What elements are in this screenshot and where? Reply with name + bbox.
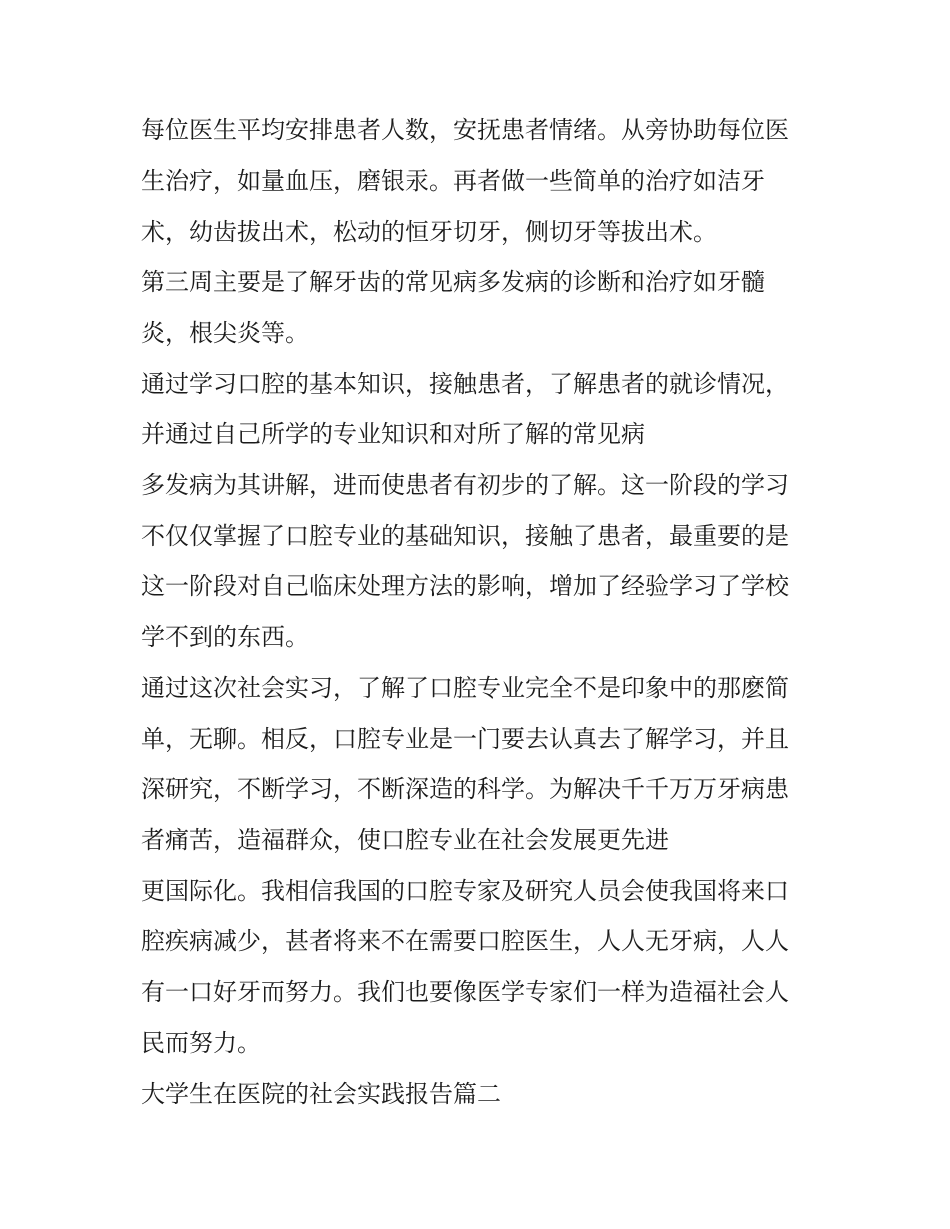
text-line: 腔疾病减少，甚者将来不在需要口腔医生，人人无牙病，人人 [141,927,789,955]
text-line: 多发病为其讲解，进而使患者有初步的了解。这一阶段的学习 [141,471,789,499]
text-line: 深研究，不断学习，不断深造的科学。为解决千千万万牙病患 [141,775,789,803]
text-line: 单，无聊。相反，口腔专业是一门要去认真去了解学习，并且 [141,725,789,753]
text-line: 更国际化。我相信我国的口腔专家及研究人员会使我国将来口 [141,877,789,905]
text-line: 不仅仅掌握了口腔专业的基础知识，接触了患者，最重要的是 [141,522,789,550]
text-line: 第三周主要是了解牙齿的常见病多发病的诊断和治疗如牙髓 [141,268,765,296]
text-line: 每位医生平均安排患者人数，安抚患者情绪。从旁协助每位医 [141,116,789,144]
text-line: 生治疗，如量血压，磨银汞。再者做一些简单的治疗如洁牙 [141,167,765,195]
text-line: 有一口好牙而努力。我们也要像医学专家们一样为造福社会人 [141,978,789,1006]
text-line: 并通过自己所学的专业知识和对所了解的常见病 [141,420,645,448]
text-line: 这一阶段对自己临床处理方法的影响，增加了经验学习了学校 [141,572,789,600]
text-line: 学不到的东西。 [141,623,309,651]
text-line: 民而努力。 [141,1029,261,1057]
text-line: 通过学习口腔的基本知识，接触患者，了解患者的就诊情况， [141,370,789,398]
text-line: 术，幼齿拔出术，松动的恒牙切牙，侧切牙等拔出术。 [141,218,717,246]
text-line: 者痛苦，造福群众，使口腔专业在社会发展更先进 [141,826,669,854]
text-line: 通过这次社会实习，了解了口腔专业完全不是印象中的那麽简 [141,674,789,702]
text-line: 炎，根尖炎等。 [141,319,309,347]
section-heading: 大学生在医院的社会实践报告篇二 [141,1080,501,1108]
